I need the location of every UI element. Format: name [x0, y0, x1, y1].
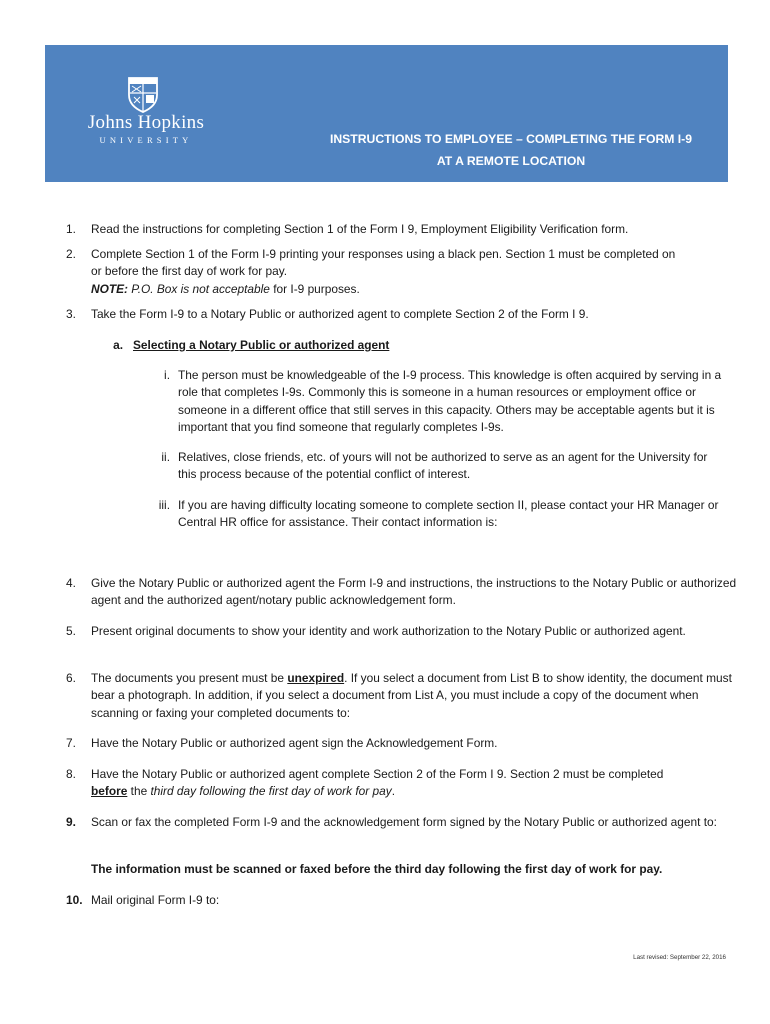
note-rest: for I-9 purposes.: [269, 281, 360, 296]
text-part: The documents you present must be: [91, 671, 288, 685]
item-line: [91, 783, 741, 800]
text-part: . If you select a document from List B to show identity, the document must bear a photograph. In addition, if you select a document from List A, you must include a copy of the document when scanning or faxing your completed documents to:: [91, 671, 732, 720]
item-number: 9.: [66, 815, 76, 829]
logo-subtitle: UNIVERSITY: [99, 135, 193, 145]
title-line-1: INSTRUCTIONS TO EMPLOYEE – COMPLETING THE FORM I-9: [329, 132, 693, 146]
note-label: NOTE:: [91, 281, 128, 296]
title-line-2: AT A REMOTE LOCATION: [436, 154, 586, 168]
item-text: Scan or fax the completed Form I-9 and the acknowledgement form signed by the Notary Public or authorized agent to:: [91, 815, 717, 829]
item-number: 5.: [66, 624, 76, 638]
logo-name: Johns Hopkins: [87, 112, 205, 133]
emphasis-before: before: [91, 784, 128, 799]
item-number: 10.: [66, 893, 83, 907]
bold-note: The information must be scanned or faxed before the third day following the first day of work for pay.: [91, 862, 663, 876]
item-text: Take the Form I-9 to a Notary Public or authorized agent to complete Section 2 of the Form I 9.: [91, 307, 589, 321]
item-number: 8.: [66, 767, 76, 781]
emphasis-unexpired: unexpired: [287, 671, 345, 685]
item-text: [91, 766, 741, 801]
last-revised: Last revised: September 22, 2016: [633, 954, 726, 961]
item-text: Give the Notary Public or authorized agent the Form I-9 and instructions, the instructions to the Notary Public or authorized agent and the authorized agent/notary public acknowledgement form.: [91, 576, 737, 608]
item-number: 3.: [66, 307, 76, 321]
text-part: the: [127, 784, 151, 799]
item-text: [91, 670, 741, 722]
note-italic: P.O. Box is not acceptable: [128, 281, 270, 296]
sub-text: Relatives, close friends, etc. of yours will not be authorized to serve as an agent for the University for this process because of the potential conflict of interest.: [178, 450, 708, 482]
item-text: Present original documents to show your identity and work authorization to the Notary Public or authorized agent.: [91, 624, 686, 638]
header-banner: [45, 45, 728, 182]
text-part: .: [391, 784, 396, 799]
shield-icon: [126, 75, 160, 113]
item-text: Read the instructions for completing Section 1 of the Form I 9, Employment Eligibility Verification form.: [91, 222, 629, 236]
sub-label: a.: [113, 338, 123, 352]
sub-text: The person must be knowledgeable of the I-9 process. This knowledge is often acquired by serving in a role that completes I-9s. Commonly this is someone in a human resources or employment office or someone in a different office that still serves in this capacity. Others may be acceptable agents but it is important that you find someone that regularly completes I-9s.: [178, 368, 722, 434]
item-note: [91, 281, 741, 298]
item-text: Have the Notary Public or authorized agent sign the Acknowledgement Form.: [91, 736, 498, 750]
sub-text: If you are having difficulty locating someone to complete section II, please contact your HR Manager or Central HR office for assistance. Their contact information is:: [178, 498, 719, 530]
item-line: Have the Notary Public or authorized agent complete Section 2 of the Form I 9. Section 2 must be completed: [91, 767, 664, 781]
item-number: 7.: [66, 736, 76, 750]
item-number: 2.: [66, 247, 76, 261]
item-line: Complete Section 1 of the Form I-9 printing your responses using a black pen. Section 1 must be completed on: [91, 247, 676, 261]
sub-title: Selecting a Notary Public or authorized agent: [133, 338, 390, 352]
item-number: 6.: [66, 671, 76, 685]
item-number: 1.: [66, 222, 76, 236]
item-text: [91, 246, 741, 298]
page-title: [301, 128, 721, 172]
sub-label: i.: [164, 368, 170, 382]
item-text: Mail original Form I-9 to:: [91, 893, 220, 907]
sub-label: iii.: [158, 498, 170, 512]
sub-label: ii.: [161, 450, 170, 464]
text-italic: third day following the first day of work for pay: [150, 784, 392, 799]
item-number: 4.: [66, 576, 76, 590]
item-line: or before the first day of work for pay.: [91, 264, 288, 279]
